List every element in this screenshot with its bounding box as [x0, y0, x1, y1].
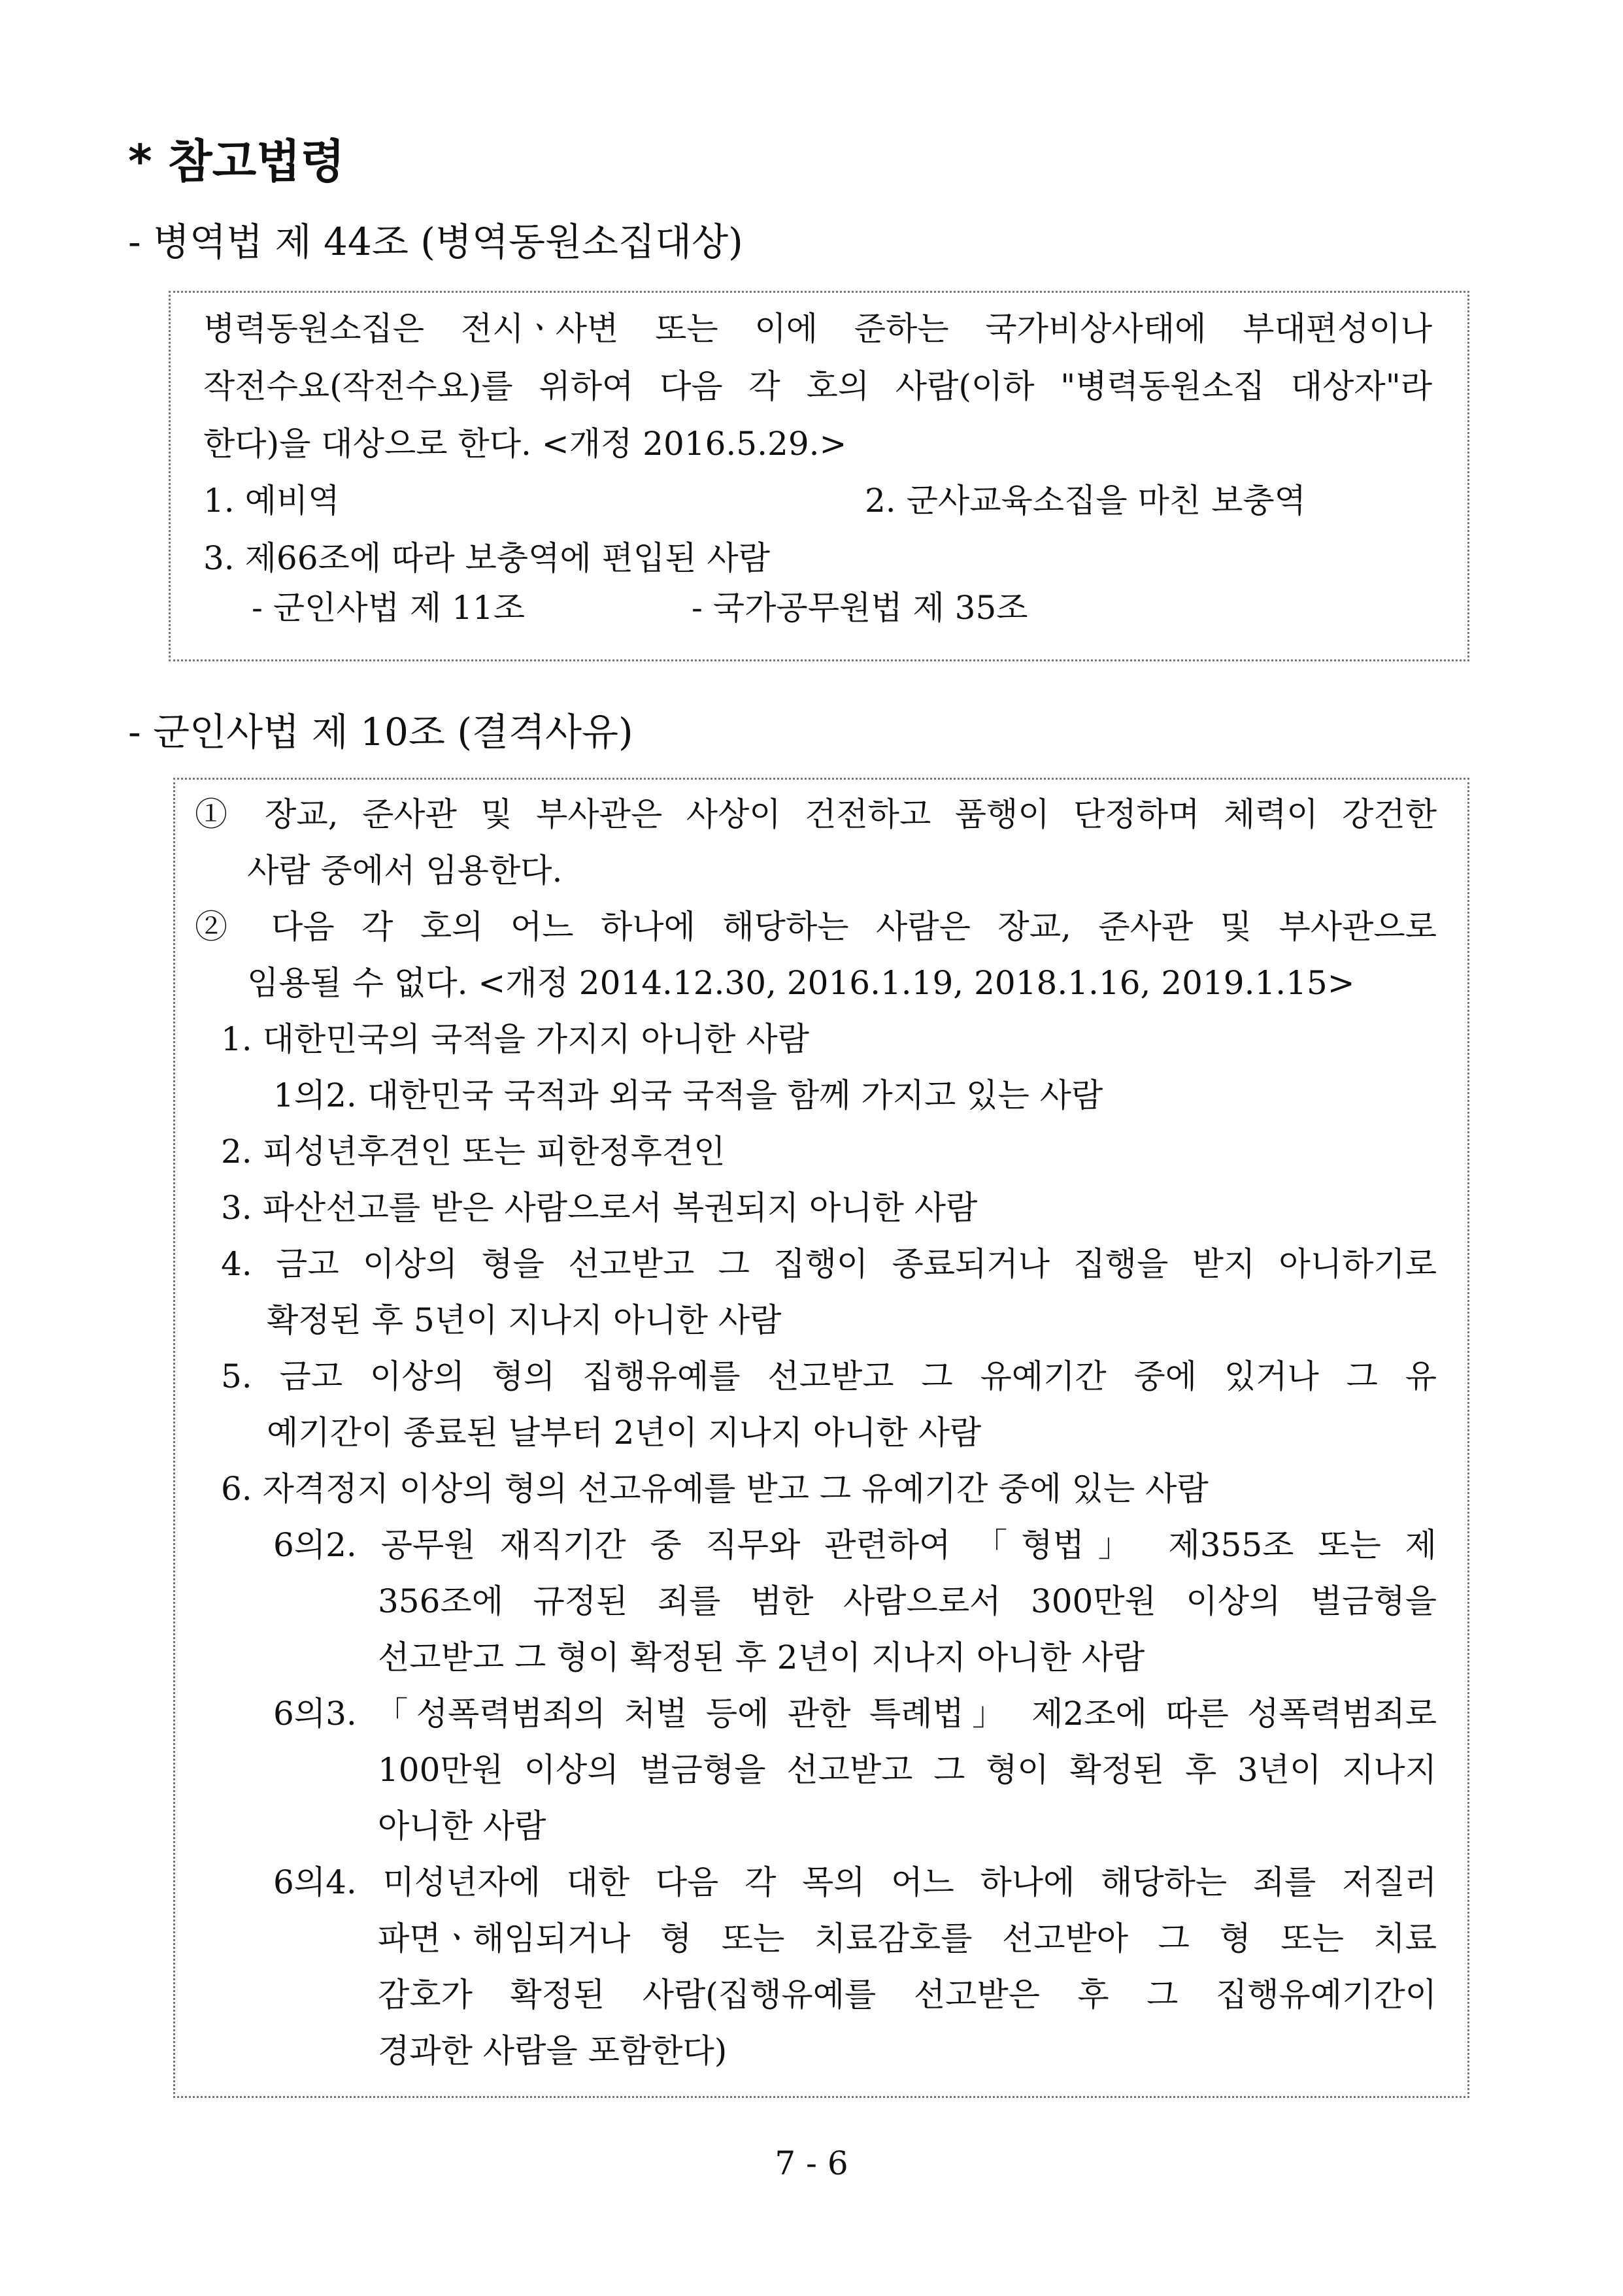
law-item: 4. 금고 이상의 형을 선고받고 그 집행이 종료되거나 집행을 받지 아니하기로	[221, 1245, 1437, 1283]
law-item: 3. 제66조에 따라 보충역에 편입된 사람	[203, 539, 770, 577]
law-box-military-service-act	[169, 291, 1469, 661]
law-item: 확정된 후 5년이 지나지 아니한 사람	[267, 1301, 782, 1339]
law-box-military-personnel-act	[173, 778, 1469, 2098]
law-subitem: 아니한 사람	[378, 1807, 546, 1845]
page-number: 7 - 6	[775, 2144, 848, 2182]
law-subitem: 선고받고 그 형이 확정된 후 2년이 지나지 아니한 사람	[378, 1639, 1145, 1676]
law-clause: 사람 중에서 임용한다.	[247, 852, 563, 890]
law-subitem: 356조에 규정된 죄를 범한 사람으로서 300만원 이상의 벌금형을	[378, 1582, 1437, 1620]
law-clause: 임용될 수 없다. <개정 2014.12.30, 2016.1.19, 2018.1.16, 2019.1.15>	[247, 964, 1355, 1002]
law-item: 5. 금고 이상의 형의 집행유예를 선고받고 그 유예기간 중에 있거나 그 유	[221, 1357, 1437, 1395]
law-item: 1. 대한민국의 국적을 가지지 아니한 사람	[221, 1020, 809, 1058]
law-text-line: 한다)을 대상으로 한다. <개정 2016.5.29.>	[203, 425, 847, 463]
law-item: 2. 피성년후견인 또는 피한정후견인	[221, 1133, 726, 1171]
law-text-line: 병력동원소집은 전시ㆍ사변 또는 이에 준하는 국가비상사태에 부대편성이나	[203, 310, 1432, 348]
law-item: 1. 예비역	[203, 482, 340, 520]
law-item: 예기간이 종료된 날부터 2년이 지나지 아니한 사람	[267, 1414, 982, 1452]
law-subitem: 경과한 사람을 포함한다)	[378, 2032, 728, 2070]
law-reference: - 군인사법 제 11조	[252, 589, 525, 627]
section-title-military-personnel-act: - 군인사법 제 10조 (결격사유)	[128, 710, 633, 754]
law-subitem: 100만원 이상의 벌금형을 선고받고 그 형이 확정된 후 3년이 지나지	[378, 1751, 1437, 1789]
law-clause: ① 장교, 준사관 및 부사관은 사상이 건전하고 품행이 단정하며 체력이 강건한	[195, 795, 1437, 833]
law-subitem: 6의2. 공무원 재직기간 중 직무와 관련하여 「형법」 제355조 또는 제	[273, 1526, 1437, 1564]
law-reference: - 국가공무원법 제 35조	[692, 589, 1028, 627]
page-heading: * 참고법령	[128, 135, 345, 188]
law-item: 6. 자격정지 이상의 형의 선고유예를 받고 그 유예기간 중에 있는 사람	[221, 1470, 1209, 1508]
section-title-military-service-act: - 병역법 제 44조 (병역동원소집대상)	[128, 220, 743, 264]
law-clause: ② 다음 각 호의 어느 하나에 해당하는 사람은 장교, 준사관 및 부사관으로	[195, 908, 1437, 946]
law-item: 3. 파산선고를 받은 사람으로서 복권되지 아니한 사람	[221, 1189, 978, 1227]
law-subitem: 감호가 확정된 사람(집행유예를 선고받은 후 그 집행유예기간이	[378, 1976, 1437, 2014]
law-subitem: 6의4. 미성년자에 대한 다음 각 목의 어느 하나에 해당하는 죄를 저질러	[273, 1863, 1437, 1901]
law-text-line: 작전수요(작전수요)를 위하여 다음 각 호의 사람(이하 "병력동원소집 대상자"라	[203, 367, 1432, 405]
law-subitem: 6의3. 「성폭력범죄의 처벌 등에 관한 특례법」 제2조에 따른 성폭력범죄로	[273, 1695, 1437, 1733]
law-item: 1의2. 대한민국 국적과 외국 국적을 함께 가지고 있는 사람	[273, 1076, 1103, 1114]
law-item: 2. 군사교육소집을 마친 보충역	[865, 482, 1306, 520]
law-subitem: 파면ㆍ해임되거나 형 또는 치료감호를 선고받아 그 형 또는 치료	[378, 1920, 1437, 1957]
